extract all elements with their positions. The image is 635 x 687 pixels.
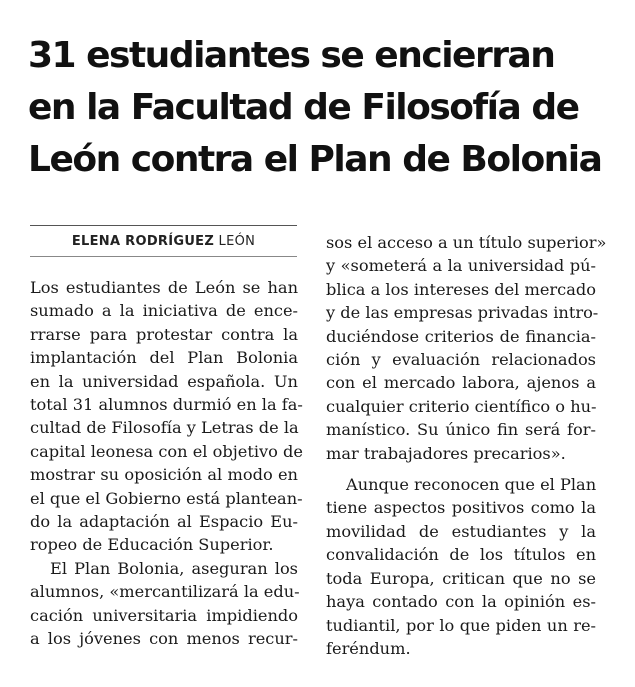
text-line: cación universitaria impidiendo	[30, 605, 298, 625]
text-line: en la universidad española. Un	[30, 371, 298, 391]
text-line: sumado a la iniciativa de ence-	[30, 301, 298, 321]
text-line: do la adaptación al Espacio Eu-	[30, 512, 298, 532]
text-line: tiene aspectos positivos como la	[326, 498, 596, 518]
text-line: blica a los intereses del mercado	[326, 279, 596, 299]
article-headline	[28, 30, 608, 186]
paragraph-2	[30, 557, 298, 651]
text-line: rrarse para protestar contra la	[30, 324, 298, 344]
text-line: movilidad de estudiantes y la	[326, 521, 596, 541]
text-line: duciéndose criterios de financia-	[326, 326, 596, 346]
article-column-1	[30, 276, 303, 651]
text-line: con el mercado labora, ajenos a	[326, 373, 596, 393]
text-line: cualquier criterio científico o hu-	[326, 396, 597, 416]
text-line: Aunque reconocen que el Plan	[346, 475, 597, 495]
paragraph-1	[30, 276, 303, 557]
text-line: implantación del Plan Bolonia	[30, 348, 298, 368]
paragraph-3	[326, 473, 596, 660]
text-line: tudiantil, por lo que piden un re-	[326, 615, 596, 635]
text-line: capital leonesa con el objetivo de	[30, 441, 303, 461]
byline-author: ELENA RODRÍGUEZ	[71, 234, 215, 249]
text-line: y de las empresas privadas intro-	[326, 303, 599, 323]
article-column-2	[326, 231, 607, 660]
text-line: y «someterá a la universidad pú-	[326, 256, 596, 276]
text-line: Los estudiantes de León se han	[30, 278, 298, 297]
text-line: El Plan Bolonia, aseguran los	[50, 558, 298, 578]
headline-line: León contra el Plan de Bolonia	[28, 139, 602, 180]
text-line: haya contado con la opinión es-	[326, 592, 596, 612]
byline-top-rule	[30, 225, 297, 226]
headline-line: 31 estudiantes se encierran	[28, 35, 555, 76]
text-line: manístico. Su único fin será for-	[326, 420, 596, 440]
text-line: ropeo de Educación Superior.	[30, 535, 274, 555]
text-line: ción y evaluación relacionados	[326, 350, 596, 370]
text-line: sos el acceso a un título superior»	[326, 233, 607, 252]
text-line: el que el Gobierno está plantean-	[30, 488, 303, 508]
text-line: feréndum.	[326, 638, 411, 658]
text-line: mostrar su oposición al modo en	[30, 465, 298, 485]
headline-line: en la Facultad de Filosofía de	[28, 87, 579, 128]
text-line: convalidación de los títulos en	[326, 545, 596, 565]
text-line: alumnos, «mercantilizará la edu-	[30, 582, 300, 602]
text-line: total 31 alumnos durmió en la fa-	[30, 395, 303, 415]
text-line: toda Europa, critican que no se	[326, 568, 596, 588]
text-line: a los jóvenes con menos recur-	[30, 629, 298, 649]
text-line: cultad de Filosofía y Letras de la	[30, 418, 299, 438]
paragraph-2-continued	[326, 231, 607, 465]
byline	[30, 234, 297, 249]
text-line: mar trabajadores precarios».	[326, 443, 566, 463]
byline-bottom-rule	[30, 256, 297, 257]
byline-location: LEÓN	[218, 234, 256, 249]
